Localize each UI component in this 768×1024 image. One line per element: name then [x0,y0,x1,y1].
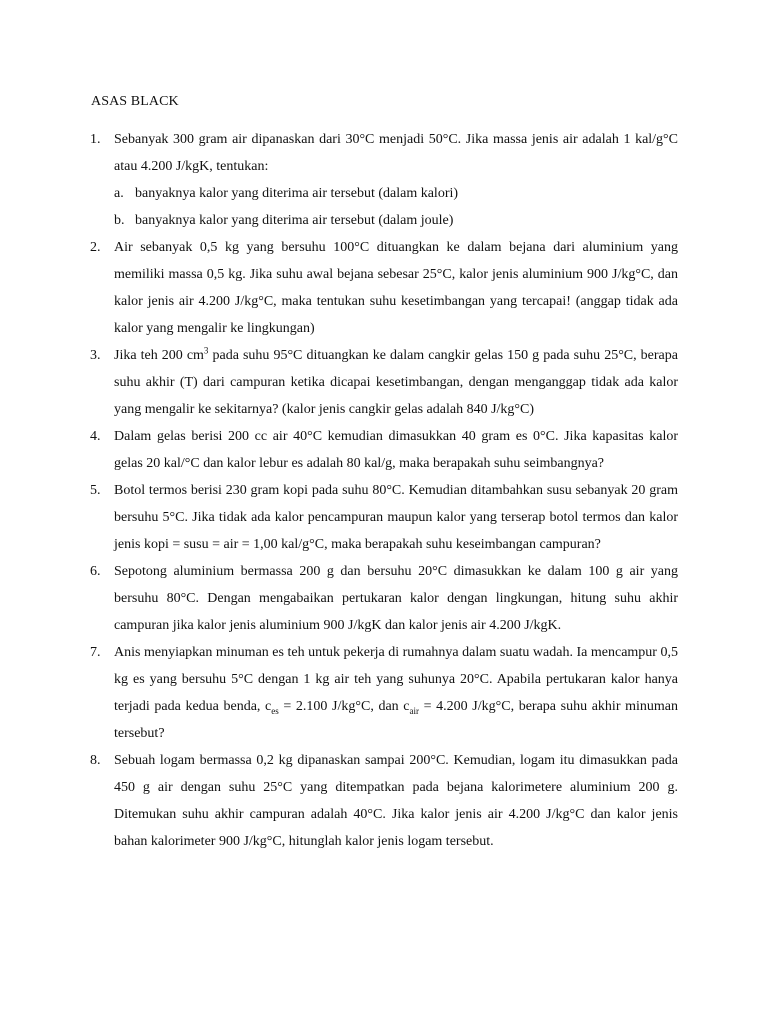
subitem-text: banyaknya kalor yang diterima air tersebut (dalam kalori) [135,186,459,201]
problem-text: Air sebanyak 0,5 kg yang bersuhu 100°C dituangkan ke dalam bejana dari aluminium yang memiliki massa 0,5 kg. Jika suhu awal bejana sebesar 25°C, kalor jenis aluminium 900 J/kg°C, dan kalor jenis air 4.200 J/kg°C, maka tentukan suhu kesetimbangan yang tercapai! (anggap tidak ada kalor yang mengalir ke lingkungan) [114,240,678,336]
problem-text: Botol termos berisi 230 gram kopi pada suhu 80°C. Kemudian ditambahkan susu sebanyak 20 gram bersuhu 5°C. Jika tidak ada kalor pencampuran maupun kalor yang terserap botol termos dan kalor jenis kopi = susu = air = 1,00 kal/g°C, maka berapakah suhu keseimbangan campuran? [114,483,678,552]
problem-item-4 [90,423,678,477]
problem-text: Dalam gelas berisi 200 cc air 40°C kemudian dimasukkan 40 gram es 0°C. Jika kapasitas kalor gelas 20 kal/°C dan kalor lebur es adalah 80 kal/g, maka berapakah suhu seimbangnya? [114,429,678,471]
problem-number: 7. [90,645,101,660]
problem-number: 6. [90,564,101,579]
subitem-letter: b. [114,213,125,228]
problem-text: Sebanyak 300 gram air dipanaskan dari 30°C menjadi 50°C. Jika massa jenis air adalah 1 kal/g°C atau 4.200 J/kgK, tentukan: [114,132,678,174]
superscript: 3 [203,345,209,356]
problem-item-6 [90,558,678,639]
problem-item-5 [90,477,678,558]
subscript: es [271,705,279,716]
problem-number: 8. [90,753,101,768]
problem-text: Sebuah logam bermassa 0,2 kg dipanaskan sampai 200°C. Kemudian, logam itu dimasukkan pada 450 g air dengan suhu 25°C yang ditempatkan pada bejana kalorimetere aluminium 200 g. Ditemukan suhu akhir campuran adalah 40°C. Jika kalor jenis air 4.200 J/kg°C dan kalor jenis bahan kalorimeter 900 J/kg°C, hitunglah kalor jenis logam tersebut. [114,753,678,849]
problem-text: Jika teh 200 $cm^3$ pada suhu 95°C dituangkan ke dalam cangkir gelas 150 g pada suhu 25°C, berapa suhu akhir (T) dari campuran ketika dicapai kesetimbangan, dengan menganggap tidak ada kalor yang mengalir ke sekitarnya? (kalor jenis cangkir gelas adalah 840 J/kg°C) [114,345,678,417]
problem-item-7 [90,639,678,747]
subitem-text: banyaknya kalor yang diterima air tersebut (dalam joule) [135,213,454,228]
subitem-letter: a. [114,186,124,201]
problem-item-8 [90,747,678,855]
problem-number: 4. [90,429,101,444]
problem-item-1 [90,126,678,234]
problem-list [90,126,678,855]
problem-number: 1. [90,132,101,147]
document-title: ASAS BLACK [91,94,179,109]
problem-item-3 [90,342,678,423]
problem-item-2 [90,234,678,342]
problem-number: 5. [90,483,101,498]
subitem-b [114,207,678,234]
problem-number: 3. [90,348,101,363]
subitem-a [114,180,678,207]
subscript: air [409,705,420,716]
problem-text: Sepotong aluminium bermassa 200 g dan bersuhu 20°C dimasukkan ke dalam 100 g air yang bersuhu 80°C. Dengan mengabaikan pertukaran kalor dengan lingkungan, hitung suhu akhir campuran jika kalor jenis aluminium 900 J/kgK dan kalor jenis air 4.200 J/kgK. [114,564,678,633]
problem-number: 2. [90,240,101,255]
problem-sublist [114,180,678,234]
problem-text: Anis menyiapkan minuman es teh untuk pekerja di rumahnya dalam suatu wadah. Ia mencampur 0,5 kg es yang bersuhu 5°C dengan 1 kg air teh yang suhunya 20°C. Apabila pertukaran kalor hanya terjadi pada kedua benda, $c_{es} = 2.100$ J/kg°C, dan $c_{air} = 4.200$ J/kg°C, berapa suhu akhir minuman tersebut? [114,645,678,741]
